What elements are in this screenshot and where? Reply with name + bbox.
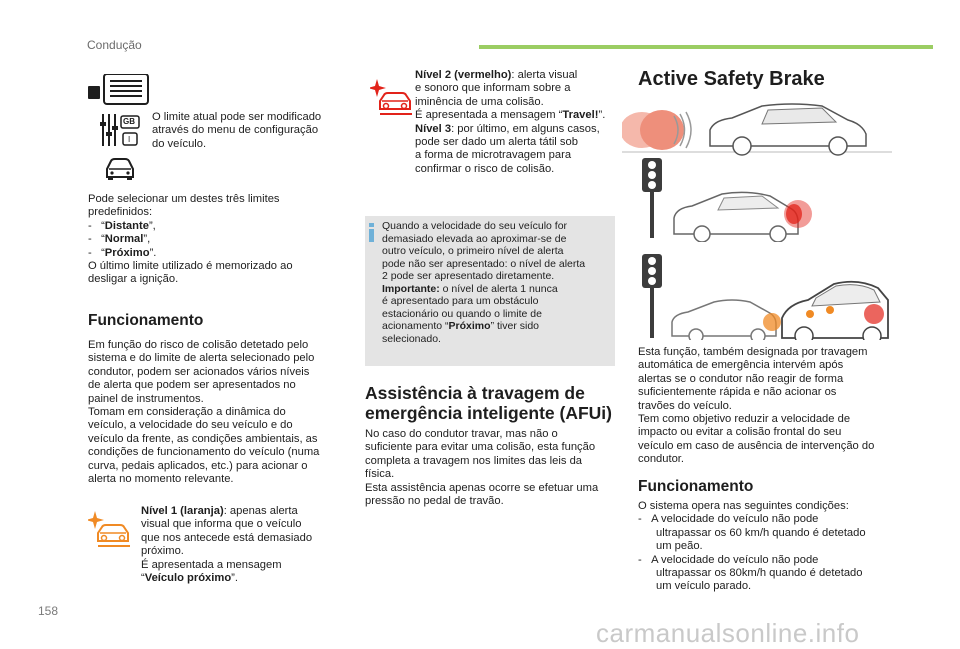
asb-description: Esta função, também designada por travagem automática de emergência intervém após alertas se o condutor não reagir de forma suficientemente rápida e não acionar os travões do veículo. Tem como objetivo reduzir a velocidade de impacto ou evitar a colisão frontal do seu veículo em caso de ausência de intervenção do condutor. xyxy=(638,346,875,466)
header-accent-bar xyxy=(479,45,933,49)
limit-item-normal: - “Normal”, xyxy=(88,233,151,246)
alert-level1-icon xyxy=(88,509,132,549)
asb-conditions: O sistema opera nas seguintes condições: - A velocidade do veículo não pode ultrapassar os 60 km/h quando é detetado um peão. - A velocidade do veículo não pode ultrapassar os 80km/h quando é detetado um veículo parado. xyxy=(638,500,908,594)
page-number: 158 xyxy=(38,604,59,618)
limits-paragraph: Pode selecionar um destes três limites predefinidos: - “Distante”, - “Normal”, - “Próximo”. O último limite utilizado é memorizado ao desligar a ignição. xyxy=(88,193,358,287)
active-safety-brake-title: Active Safety Brake xyxy=(638,68,825,90)
illustration-approaching-cars xyxy=(622,254,892,340)
level2-3-paragraph: Nível 2 (vermelho): alerta visual e sonoro que informam sobre a iminência de uma colisão. É apresentada a mensagem “Travel!”. Nível 3: por último, em alguns casos, pode ser dado um alerta tátil sob a forma de microtravagem para confirmar o risco de colisão. xyxy=(415,69,606,175)
dashboard-setting-icon xyxy=(88,74,150,106)
illustration-pedestrian xyxy=(622,100,892,158)
condition-item: - A velocidade do veículo não pode xyxy=(638,513,819,526)
condition-item: - A velocidade do veículo não pode xyxy=(638,553,819,566)
limit-item-proximo: - “Próximo”. xyxy=(88,246,157,259)
illustration-stationary-car xyxy=(622,158,892,242)
info-icon xyxy=(369,223,374,242)
car-front-icon xyxy=(103,157,137,181)
icon-caption: O limite atual pode ser modificado através do menu de configuração do veículo. xyxy=(152,111,322,150)
level1-paragraph: Nível 1 (laranja): apenas alerta visual que informa que o veículo que nos antecede está demasiado próximo. É apresentada a mensagem “Veículo próximo”. xyxy=(141,505,313,585)
asb-funcionamento-heading: Funcionamento xyxy=(638,478,754,495)
section-title: Condução xyxy=(87,38,142,52)
funcionamento-heading: Funcionamento xyxy=(88,312,204,329)
alert-level2-icon xyxy=(370,77,414,117)
funcionamento-body: Em função do risco de colisão detetado pelo sistema e do limite de alerta selecionado pelo condutor, podem ser acionados vários níveis de alerta que podem ser apresentados no painel de instrumentos. Tomam em consideração a dinâmica do veículo, a velocidade do seu veículo e do veículo da frente, as condições ambientais, as condições de funcionamento do veículo (numa curva, pedais aplicados, etc.) para acionar o alerta no momento relevante. xyxy=(88,339,320,486)
afui-body: No caso do condutor travar, mas não o suficiente para evitar uma colisão, esta função completa a travagem nos limites das leis da física. Esta assistência apenas ocorre se efetuar uma pressão no pedal de travão. xyxy=(365,428,599,508)
afui-heading: Assistência à travagem de emergência inteligente (AFUi) xyxy=(365,383,612,423)
info-text: Quando a velocidade do seu veículo for demasiado elevada ao aproximar-se de outro veículo, o primeiro nível de alerta pode não ser apresentado: o nível de alerta 2 pode ser apresentado diretamente. Importante: o nível de alerta 1 nunca é apresentado para um obstáculo estacionário ou quando o limite de acionamento “Próximo” tiver sido selecionado. xyxy=(382,220,586,345)
gb-label: GB xyxy=(123,117,135,126)
limit-item-distante: - “Distante”, xyxy=(88,219,156,232)
i-label: I xyxy=(128,135,131,144)
watermark: carmanualsonline.info xyxy=(596,618,860,648)
